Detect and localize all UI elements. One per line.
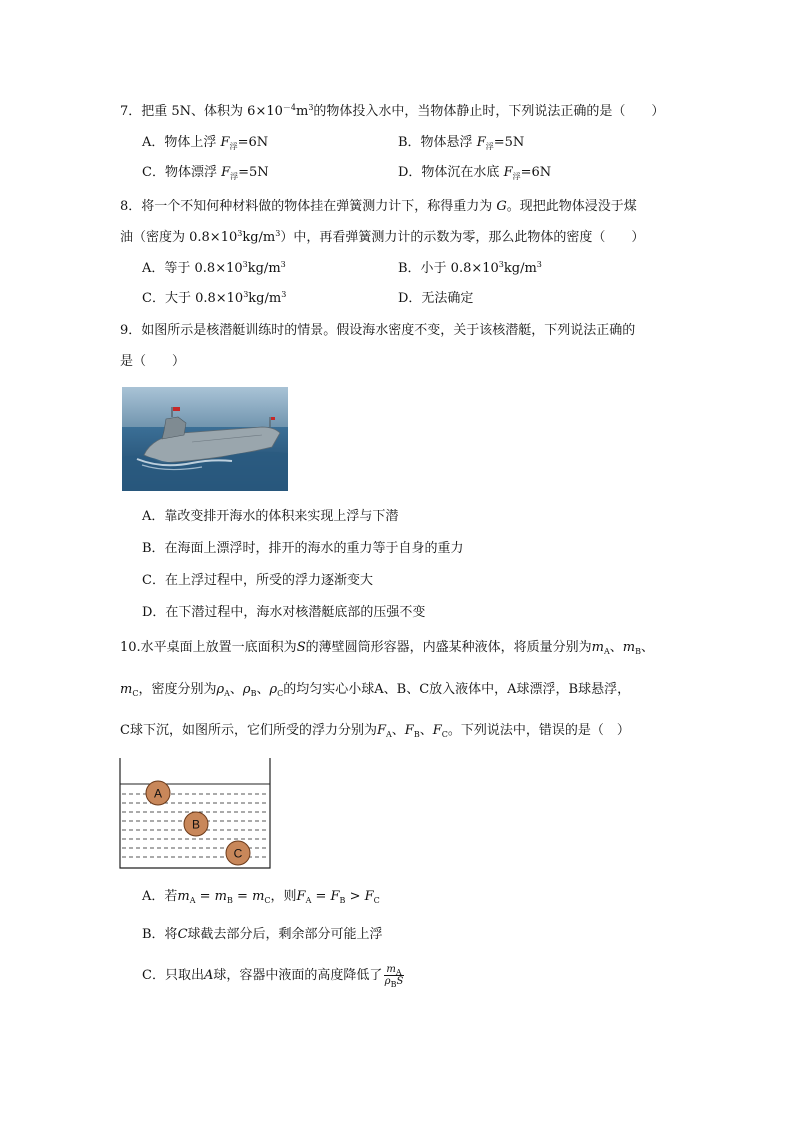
- q8-option-b: B．小于 $0.8\times 10^3kg/m^3$: [398, 260, 542, 276]
- ball-a-label: A: [153, 786, 163, 801]
- q9-stem-line1: 9．如图所示是核潜艇训练时的情景。假设海水密度不变，关于该核潜艇，下列说法正确的: [120, 323, 636, 338]
- ball-c: [226, 841, 250, 865]
- q9-option-b: B．在海面上漂浮时，排开的海水的重力等于自身的重力: [142, 541, 464, 556]
- container-diagram: [116, 756, 274, 872]
- ball-a: [146, 781, 170, 805]
- q8-option-d: D．无法确定: [398, 291, 474, 306]
- q7-option-b: B．物体悬浮 $F_浮=5N$: [398, 135, 525, 151]
- q8-option-c: C．大于 $0.8\times 10^3kg/m^3$: [142, 290, 287, 306]
- q10-stem-line1: 10.水平桌面上放置一底面积为S的薄壁圆筒形容器，内盛某种液体，将质量分别为$m_A$、$m_B$、: [120, 640, 654, 656]
- q10-stem-line3: C球下沉，如图所示，它们所受的浮力分别为$F_A$、$F_B$、$F_C$。下列说法中，错误的是（ ）: [120, 723, 630, 739]
- q10-option-b: B．将C球截去部分后，剩余部分可能上浮: [142, 927, 383, 942]
- fraction-ma-over-rhob-s: $\frac{m_A}{\rho_BS}$: [384, 964, 404, 989]
- q9-option-a: A．靠改变排开海水的体积来实现上浮与下潜: [142, 509, 399, 524]
- q10-option-a: A．若$m_A = m_B = m_C$，则$F_A = F_B > F_C$: [142, 889, 380, 905]
- q7-option-d: D．物体沉在水底 $F_浮=6N$: [398, 165, 552, 181]
- q7-option-a: A．物体上浮 $F_浮=6N$: [142, 135, 269, 151]
- ball-b-label: B: [191, 817, 201, 832]
- q7-option-c: C．物体漂浮 $F_浮=5N$: [142, 165, 269, 181]
- ball-c-label: C: [233, 846, 243, 861]
- q8-stem-line1: 8．将一个不知何种材料做的物体挂在弹簧测力计下，称得重力为 G。现把此物体浸没于煤: [120, 199, 637, 214]
- q8-stem-line2: 油（密度为 $0.8\times 10^3kg/m^3$）中，再看弹簧测力计的示数为零，那么此物体的密度（ ）: [120, 229, 645, 245]
- q10-stem-line2: $m_C$，密度分别为$\rho_A$、$\rho_B$、$\rho_C$的均匀实心小球A、B、C放入液体中，A球漂浮，B球悬浮，: [120, 682, 631, 698]
- q8-option-a: A．等于 $0.8\times 10^3kg/m^3$: [142, 260, 286, 276]
- q9-option-c: C．在上浮过程中，所受的浮力逐渐变大: [142, 573, 373, 588]
- ball-b: [184, 812, 208, 836]
- q10-option-c: C．只取出A球，容器中液面的高度降低了 $\frac{m_A}{\rho_BS}$: [142, 964, 404, 989]
- submarine-photo: [122, 387, 288, 491]
- q7-stem: 7．把重 5N、体积为 $6\times 10^{-4}m^3$的物体投入水中，当物体静止时，下列说法正确的是（ ）: [120, 103, 665, 119]
- q9-option-d: D．在下潜过程中，海水对核潜艇底部的压强不变: [142, 605, 426, 620]
- q9-stem-line2: 是（ ）: [120, 354, 186, 369]
